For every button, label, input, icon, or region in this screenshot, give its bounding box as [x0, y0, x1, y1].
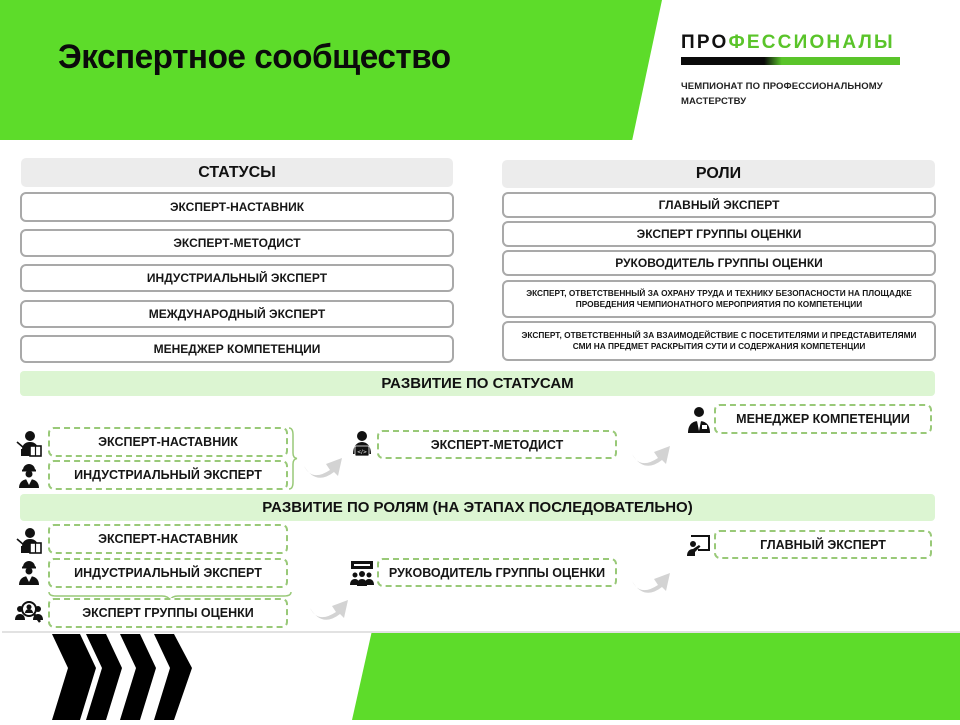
role-item: ЭКСПЕРТ ГРУППЫ ОЦЕНКИ — [502, 221, 936, 247]
role-item: ГЛАВНЫЙ ЭКСПЕРТ — [502, 192, 936, 218]
curved-arrow-icon — [302, 440, 344, 482]
team-presentation-icon — [349, 560, 375, 588]
curved-arrow-icon — [308, 582, 350, 624]
logo-subtitle-line1: ЧЕМПИОНАТ ПО ПРОФЕССИОНАЛЬНОМУ — [681, 81, 883, 92]
status-item: ЭКСПЕРТ-МЕТОДИСТ — [20, 229, 454, 257]
statuses-header: СТАТУСЫ — [21, 158, 453, 187]
status-development-bar: РАЗВИТИЕ ПО СТАТУСАМ — [20, 371, 935, 396]
roles-header: РОЛИ — [502, 160, 935, 188]
logo-word-black: ПРО — [681, 32, 729, 53]
logo — [681, 32, 903, 109]
logo-bar — [681, 57, 900, 65]
status-dev-step2-item: ЭКСПЕРТ-МЕТОДИСТ — [377, 430, 617, 459]
role-dev-step1b-item: ЭКСПЕРТ ГРУППЫ ОЦЕНКИ — [48, 598, 288, 628]
curved-arrow-icon — [630, 428, 672, 470]
teacher-icon — [16, 430, 42, 458]
role-item: РУКОВОДИТЕЛЬ ГРУППЫ ОЦЕНКИ — [502, 250, 936, 276]
group-search-icon — [15, 598, 43, 626]
developer-laptop-icon — [349, 430, 375, 458]
role-dev-step2-item: РУКОВОДИТЕЛЬ ГРУППЫ ОЦЕНКИ — [377, 558, 617, 587]
role-dev-step1-item: ИНДУСТРИАЛЬНЫЙ ЭКСПЕРТ — [48, 558, 288, 588]
curved-arrow-icon — [630, 555, 672, 597]
logo-subtitle — [681, 79, 903, 109]
chevrons-icon — [50, 634, 220, 720]
role-item: ЭКСПЕРТ, ОТВЕТСТВЕННЫЙ ЗА ВЗАИМОДЕЙСТВИЕ С ПОСЕТИТЕЛЯМИ И ПРЕДСТАВИТЕЛЯМИ СМИ НА ПРЕДМЕТ РАСКРЫТИЯ СУТИ И СОДЕРЖАНИЯ КОМПЕТЕНЦИИ — [502, 321, 936, 361]
role-dev-step3-item: ГЛАВНЫЙ ЭКСПЕРТ — [714, 530, 932, 559]
status-item: ИНДУСТРИАЛЬНЫЙ ЭКСПЕРТ — [20, 264, 454, 292]
teacher-icon — [16, 527, 42, 555]
status-item: ЭКСПЕРТ-НАСТАВНИК — [20, 192, 454, 222]
worker-helmet-icon — [16, 558, 42, 586]
logo-word-green: ФЕССИОНАЛЫ — [728, 32, 895, 53]
worker-helmet-icon — [16, 461, 42, 489]
footer-divider — [2, 631, 960, 633]
brace — [48, 588, 292, 598]
status-dev-step1-item: ИНДУСТРИАЛЬНЫЙ ЭКСПЕРТ — [48, 460, 288, 490]
presenter-board-icon — [686, 532, 712, 560]
brace — [288, 427, 298, 490]
businessman-icon — [686, 406, 712, 434]
svg-text:</>: </> — [356, 449, 368, 456]
status-item: МЕЖДУНАРОДНЫЙ ЭКСПЕРТ — [20, 300, 454, 328]
role-dev-step1-item: ЭКСПЕРТ-НАСТАВНИК — [48, 524, 288, 554]
page-title: Экспертное сообщество — [58, 38, 451, 76]
status-dev-step1-item: ЭКСПЕРТ-НАСТАВНИК — [48, 427, 288, 457]
footer-band — [352, 633, 960, 720]
status-dev-step3-item: МЕНЕДЖЕР КОМПЕТЕНЦИИ — [714, 404, 932, 434]
role-item: ЭКСПЕРТ, ОТВЕТСТВЕННЫЙ ЗА ОХРАНУ ТРУДА И ТЕХНИКУ БЕЗОПАСНОСТИ НА ПЛОЩАДКЕ ПРОВЕДЕНИЯ ЧЕМПИОНАТНОГО МЕРОПРИЯТИЯ ПО КОМПЕТЕНЦИИ — [502, 280, 936, 318]
role-development-bar: РАЗВИТИЕ ПО РОЛЯМ (НА ЭТАПАХ ПОСЛЕДОВАТЕЛЬНО) — [20, 494, 935, 521]
logo-subtitle-line2: МАСТЕРСТВУ — [681, 96, 747, 107]
logo-wordmark — [681, 32, 903, 54]
status-item: МЕНЕДЖЕР КОМПЕТЕНЦИИ — [20, 335, 454, 363]
